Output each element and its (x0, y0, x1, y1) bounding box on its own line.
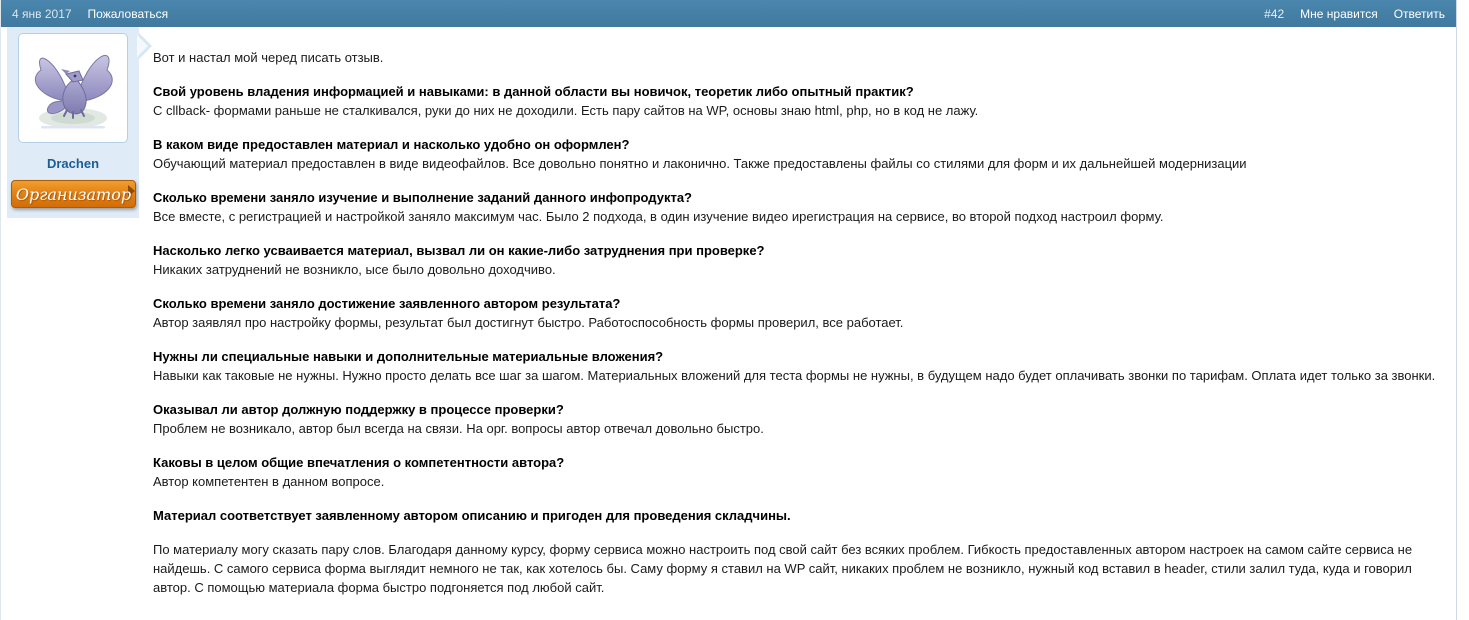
post-header-left (12, 7, 168, 21)
speech-tail-inner (137, 35, 148, 57)
organizer-badge-label: Организатор (15, 184, 132, 204)
answer: Все вместе, с регистрацией и настройкой заняло максимум час. Было 2 подхода, в один изучение видео ирегистрация на сервисе, во второй подход настроил форму. (153, 209, 1164, 224)
qa-block (153, 241, 1444, 279)
reply-link[interactable]: Ответить (1393, 6, 1445, 21)
post-body (1, 27, 1456, 612)
qa-block (153, 400, 1444, 438)
post-date: 4 янв 2017 (12, 6, 72, 21)
post-header-bar (1, 0, 1456, 27)
author-sidebar (7, 27, 139, 218)
answer: С cllback- формами раньше не сталкивался, руки до них не доходили. Есть пару сайтов на WP, основы знаю html, php, но в код не лажу. (153, 103, 979, 118)
answer: Навыки как таковые не нужны. Нужно просто делать все шаг за шагом. Материальных вложений для теста формы не нужны, в будущем надо будет оплачивать звонки по тарифам. Оплата идет только за звонки. (153, 368, 1436, 383)
qa-block (153, 453, 1444, 491)
like-link[interactable]: Мне нравится (1300, 6, 1378, 21)
qa-block (153, 347, 1444, 385)
qa-block (153, 188, 1444, 226)
organizer-badge (11, 180, 136, 208)
report-link[interactable]: Пожаловаться (87, 6, 169, 21)
answer: Автор компетентен в данном вопросе. (153, 474, 385, 489)
answer: Обучающий материал предоставлен в виде видеофайлов. Все довольно понятно и лаконично. Также предоставлены файлы со стилями для форм и их дальнейшей модернизации (153, 156, 1247, 171)
question: Оказывал ли автор должную поддержку в процессе проверки? (153, 402, 564, 417)
avatar[interactable] (18, 33, 128, 143)
question: Насколько легко усваивается материал, вызвал ли он какие-либо затруднения при проверке? (153, 243, 765, 258)
message-text (139, 27, 1456, 612)
question: Нужны ли специальные навыки и дополнительные материальные вложения? (153, 349, 664, 364)
dragon-avatar-icon (23, 38, 123, 138)
qa-block (153, 294, 1444, 332)
answer: Проблем не возникало, автор был всегда на связи. На орг. вопросы автор отвечал довольно быстро. (153, 421, 764, 436)
conclusion-statement: Материал соответствует заявленному автором описанию и пригоден для проведения складчины. (153, 508, 791, 523)
message-intro: Вот и настал мой черед писать отзыв. (153, 50, 384, 65)
qa-block (153, 135, 1444, 173)
final-paragraph: По материалу могу сказать пару слов. Благодаря данному курсу, форму сервиса можно настроить под свой сайт без всяких проблем. Гибкость предоставленных автором настроек на самом сайте сервиса не найдешь. С самого сервиса форма выглядит немного не так, как хотелось бы. Саму форму я ставил на WP сайт, никаких проблем не возникло, нужный код вставил в header, стили залил туда, куда и говорил автор. С помощью материала форма быстро подгоняется под любой сайт. (153, 542, 1413, 595)
author-username[interactable]: Drachen (46, 156, 100, 171)
answer: Никаких затруднений не возникло, ысе было довольно доходчиво. (153, 262, 556, 277)
question: В каком виде предоставлен материал и насколько удобно он оформлен? (153, 137, 630, 152)
answer: Автор заявлял про настройку формы, результат был достигнут быстро. Работоспособность формы проверил, все работает. (153, 315, 904, 330)
question: Свой уровень владения информацией и навыками: в данной области вы новичок, теоретик либо опытный практик? (153, 84, 914, 99)
qa-block (153, 82, 1444, 120)
question: Каковы в целом общие впечатления о компетентности автора? (153, 455, 565, 470)
post-number-link[interactable]: #42 (1264, 6, 1285, 21)
question: Сколько времени заняло достижение заявленного автором результата? (153, 296, 621, 311)
question: Сколько времени заняло изучение и выполнение заданий данного инфопродукта? (153, 190, 692, 205)
post-header-right (1264, 7, 1445, 21)
